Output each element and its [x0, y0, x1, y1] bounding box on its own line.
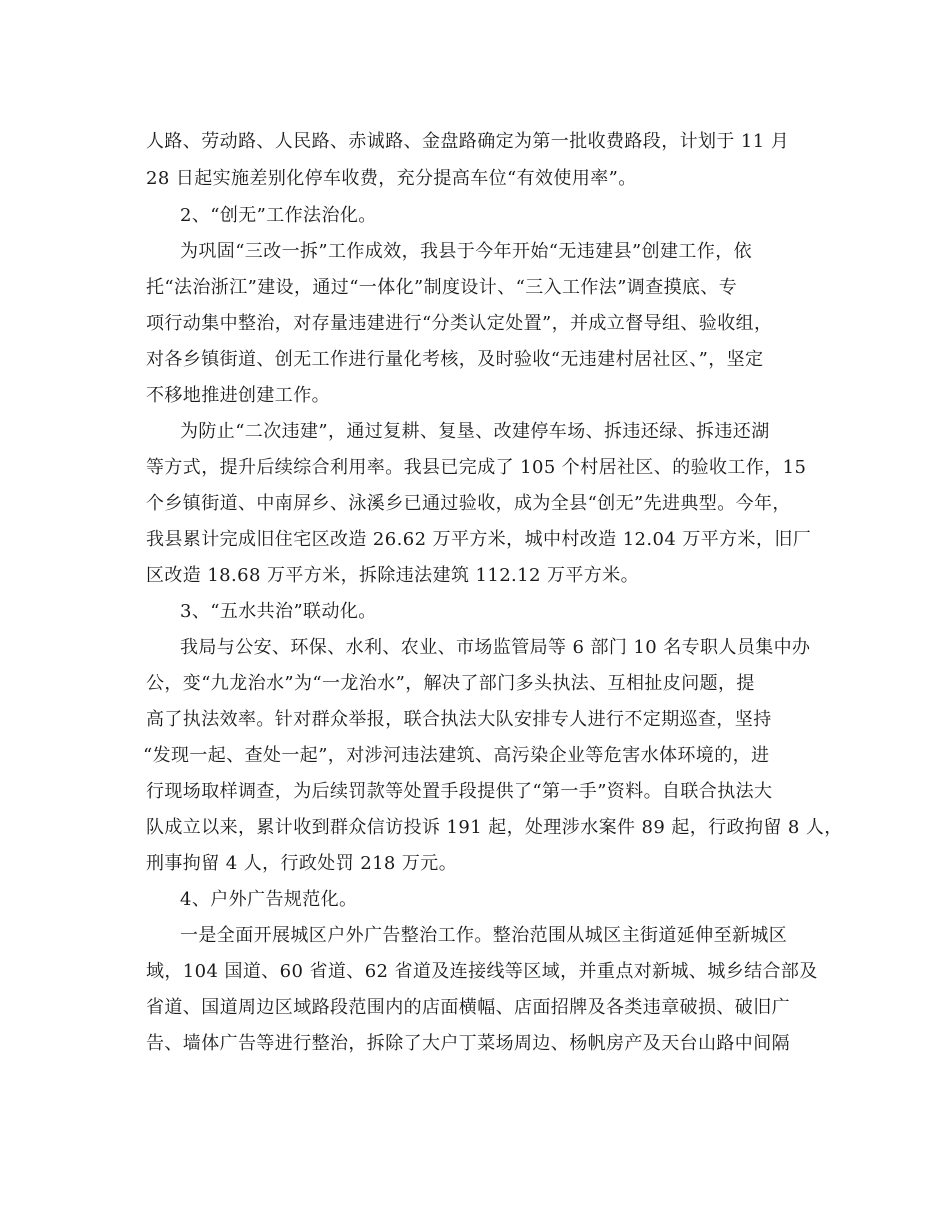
- text-line: 不移地推进创建工作。: [146, 385, 330, 406]
- text-line: 人路、劳动路、人民路、赤诚路、金盘路确定为第一批收费路段，计划于 11 月: [146, 131, 790, 152]
- text-line: 我局与公安、环保、水利、农业、市场监管局等 6 部门 10 名专职人员集中办: [180, 637, 811, 658]
- text-line: 个乡镇街道、中南屏乡、泳溪乡已通过验收，成为全县“创无”先进典型。今年，: [146, 493, 791, 514]
- text-line: 为防止“二次违建”，通过复耕、复垦、改建停车场、拆违还绿、拆违还湖: [180, 421, 770, 442]
- section-heading: 2、“创无”工作法治化。: [180, 205, 377, 226]
- text-line: 公，变“九龙治水”为“一龙治水”，解决了部门多头执法、互相扯皮问题，提: [146, 673, 755, 694]
- text-line: 等方式，提升后续综合利用率。我县已完成了 105 个村居社区、的验收工作，15: [146, 457, 807, 478]
- text-line: 行现场取样调查，为后续罚款等处置手段提供了“第一手”资料。自联合执法大: [146, 781, 773, 802]
- text-line: 高了执法效率。针对群众举报，联合执法大队安排专人进行不定期巡查，坚持: [146, 709, 772, 730]
- section-heading: 3、“五水共治”联动化。: [180, 601, 377, 622]
- text-line: 队成立以来，累计收到群众信访投诉 191 起，处理涉水案件 89 起，行政拘留 8 人，: [146, 817, 843, 838]
- text-line: 28 日起实施差别化停车收费，充分提高车位“有效使用率”。: [146, 168, 637, 189]
- text-line: “发现一起、查处一起”，对涉河违法建筑、高污染企业等危害水体环境的，进: [143, 745, 770, 766]
- text-line: 项行动集中整治，对存量违建进行“分类认定处置”，并成立督导组、验收组，: [146, 313, 773, 334]
- text-line: 域，104 国道、60 省道、62 省道及连接线等区域，并重点对新城、城乡结合部及: [146, 961, 818, 982]
- text-line: 一是全面开展城区户外广告整治工作。整治范围从城区主街道延伸至新城区: [180, 925, 788, 946]
- text-line: 对各乡镇街道、创无工作进行量化考核，及时验收“无违建村居社区、”，坚定: [146, 349, 764, 370]
- text-line: 刑事拘留 4 人，行政处罚 218 万元。: [146, 853, 458, 874]
- text-line: 托“法治浙江”建设，通过“一体化”制度设计、“三入工作法”调查摸底、专: [146, 277, 738, 298]
- text-line: 区改造 18.68 万平方米，拆除违法建筑 112.12 万平方米。: [146, 565, 639, 586]
- text-line: 我县累计完成旧住宅区改造 26.62 万平方米，城中村改造 12.04 万平方米，旧厂: [146, 529, 812, 550]
- section-heading: 4、户外广告规范化。: [180, 889, 358, 910]
- text-line: 为巩固“三改一拆”工作成效，我县于今年开始“无违建县”创建工作，依: [180, 241, 753, 262]
- text-line: 省道、国道周边区域路段范围内的店面横幅、店面招牌及各类违章破损、破旧广: [146, 997, 790, 1018]
- text-line: 告、墙体广告等进行整治，拆除了大户丁菜场周边、杨帆房产及天台山路中间隔: [146, 1033, 790, 1054]
